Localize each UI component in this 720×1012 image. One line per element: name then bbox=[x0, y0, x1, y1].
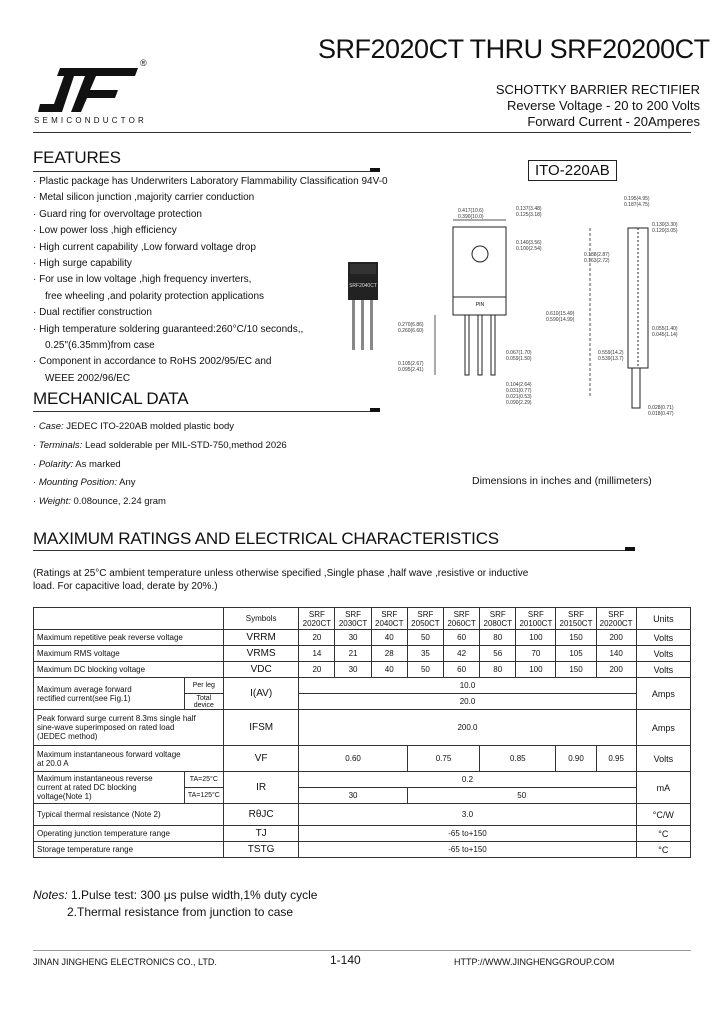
part-header: SRF 20100CT bbox=[516, 608, 556, 630]
dim-aa: 0.055(1.40) bbox=[652, 326, 678, 332]
feature-item: · Plastic package has Underwriters Laboratory Flammability Classification 94V-0 bbox=[33, 176, 388, 187]
dim-j: 0.120(3.05) bbox=[652, 228, 678, 234]
part-header: SRF 2040CT bbox=[371, 608, 407, 630]
features-divider bbox=[33, 171, 378, 172]
dim-z: 0.539(13.7) bbox=[598, 356, 624, 362]
product-type: SCHOTTKY BARRIER RECTIFIER bbox=[495, 82, 700, 97]
mechanical-list bbox=[33, 418, 287, 512]
header-divider bbox=[33, 132, 691, 133]
dim-x: 0.590(14.99) bbox=[546, 317, 575, 323]
mechanical-heading: MECHANICAL DATA bbox=[33, 389, 189, 408]
table-row-iav-total: Total device 20.0 bbox=[34, 694, 691, 710]
dim-s: 0.067(1.70) bbox=[506, 350, 532, 356]
dim-n: 0.260(6.60) bbox=[398, 328, 424, 334]
page-number: 1-140 bbox=[330, 953, 361, 967]
table-row-ir: Maximum instantaneous reverse current at rated DC blocking voltage(Note 1) TA=25°C IR 0.2 mA bbox=[34, 772, 691, 788]
feature-item: · High current capability ,Low forward voltage drop bbox=[33, 241, 256, 253]
package-name: ITO-220AB bbox=[528, 160, 617, 181]
ratings-table bbox=[33, 607, 691, 858]
company-logo bbox=[38, 68, 138, 112]
note-2: 2.Thermal resistance from junction to case bbox=[67, 905, 294, 919]
dim-a: 0.417(10.6) bbox=[458, 208, 484, 214]
table-row-tj: Operating junction temperature range TJ -65 to+150 °C bbox=[34, 826, 691, 842]
part-header: SRF 2080CT bbox=[480, 608, 516, 630]
feature-item: WEEE 2002/96/EC bbox=[45, 372, 131, 384]
mech-mounting: · Mounting Position: Any bbox=[33, 477, 136, 489]
notes bbox=[33, 887, 317, 921]
dim-d: 0.125(3.18) bbox=[516, 212, 542, 218]
dim-e: 0.140(3.56) bbox=[516, 240, 542, 246]
dim-ad: 0.018(0.47) bbox=[648, 411, 674, 417]
footer-url[interactable]: HTTP://WWW.JINGHENGGROUP.COM bbox=[454, 957, 615, 967]
dim-h: 0.187(4.75) bbox=[624, 202, 650, 208]
table-row-tstg: Storage temperature range TSTG -65 to+150 °C bbox=[34, 842, 691, 858]
dim-i: 0.130(3.30) bbox=[652, 222, 678, 228]
dim-ac: 0.028(0.71) bbox=[648, 405, 674, 411]
part-header: SRF 2030CT bbox=[335, 608, 371, 630]
dim-o: 0.105(2.67) bbox=[398, 361, 424, 367]
table-row-ifsm: Peak forward surge current 8.3ms single half sine-wave superimposed on rated load (JEDEC method) IFSM 200.0 Amps bbox=[34, 710, 691, 746]
dim-m: 0.270(6.86) bbox=[398, 322, 424, 328]
features-marker bbox=[370, 168, 380, 172]
ratings-marker bbox=[625, 547, 635, 551]
reverse-voltage-spec: Reverse Voltage - 20 to 200 Volts bbox=[507, 98, 700, 113]
dim-v: 0.090(2.29) bbox=[506, 400, 532, 406]
chip-label: SRF2040CT bbox=[349, 283, 377, 289]
mech-case: · Case: JEDEC ITO-220AB molded plastic body bbox=[33, 421, 235, 432]
mech-weight: · Weight: 0.08ounce, 2.24 gram bbox=[33, 496, 166, 508]
table-header-row bbox=[34, 608, 691, 630]
table-row-vrrm: Maximum repetitive peak reverse voltage VRRM 20 30 40 50 60 80 100 150 200 Volts bbox=[34, 630, 691, 646]
part-header: SRF 20200CT bbox=[596, 608, 636, 630]
part-header: SRF 20150CT bbox=[556, 608, 596, 630]
package-outline-drawing bbox=[340, 190, 700, 430]
company-tagline: SEMICONDUCTOR bbox=[34, 116, 148, 125]
table-row-iav: Maximum average forward rectified current(see Fig.1) Per leg I(AV) 10.0 Amps bbox=[34, 678, 691, 694]
table-row-rth: Typical thermal resistance (Note 2) RθJC 3.0 °C/W bbox=[34, 804, 691, 826]
dimension-note: Dimensions in inches and (millimeters) bbox=[472, 475, 652, 487]
dim-r: 0.021(0.53) bbox=[506, 394, 532, 400]
dim-k: 0.188(2.87) bbox=[584, 252, 610, 258]
units-header: Units bbox=[636, 608, 690, 630]
feature-item: · Component in accordance to RoHS 2002/95/EC and bbox=[33, 356, 272, 368]
table-row-vdc: Maximum DC blocking voltage VDC 20 30 40 50 60 80 100 150 200 Volts bbox=[34, 662, 691, 678]
feature-item: · High temperature soldering guaranteed:260°C/10 seconds,, bbox=[33, 323, 304, 335]
component-photo bbox=[348, 262, 378, 350]
document-title: SRF2020CT THRU SRF20200CT bbox=[318, 34, 710, 64]
dim-y: 0.559(14.2) bbox=[598, 350, 624, 356]
dim-c: 0.137(3.48) bbox=[516, 206, 542, 212]
features-list bbox=[33, 174, 388, 387]
dim-f: 0.100(2.54) bbox=[516, 246, 542, 252]
part-header: SRF 2020CT bbox=[299, 608, 335, 630]
feature-item: · Low power loss ,high efficiency bbox=[33, 225, 177, 237]
mechanical-divider bbox=[33, 411, 378, 412]
notes-label: Notes: bbox=[33, 888, 68, 902]
forward-current-spec: Forward Current - 20Amperes bbox=[527, 114, 700, 129]
mech-terminals: · Terminals: Lead solderable per MIL-STD-750,method 2026 bbox=[33, 439, 287, 451]
ratings-heading: MAXIMUM RATINGS AND ELECTRICAL CHARACTERISTICS bbox=[33, 529, 499, 548]
table-row-vf: Maximum instantaneous forward voltage at 20.0 A VF 0.60 0.75 0.85 0.90 0.95 Volts bbox=[34, 746, 691, 772]
feature-item: · Metal silicon junction ,majority carrier conduction bbox=[33, 192, 255, 204]
feature-item: free wheeling ,and polarity protection applications bbox=[45, 290, 265, 302]
note-1: 1.Pulse test: 300 μs pulse width,1% duty cycle bbox=[71, 888, 318, 902]
dim-p: 0.095(2.41) bbox=[398, 367, 424, 373]
dim-l: 0.163(2.72) bbox=[584, 258, 610, 264]
table-row-ir-125: TA=125°C 30 50 bbox=[34, 788, 691, 804]
footer-company: JINAN JINGHENG ELECTRONICS CO., LTD. bbox=[33, 957, 217, 967]
feature-item: · High surge capability bbox=[33, 258, 132, 270]
ratings-divider bbox=[33, 550, 633, 551]
dim-ab: 0.045(1.14) bbox=[652, 332, 678, 338]
ratings-note: (Ratings at 25°C ambient temperature unless otherwise specified ,Single phase ,half wave ,resistive or inductive load. For capacitive load, derate by 20%.) bbox=[33, 568, 529, 592]
pin-mark: PIN bbox=[475, 302, 485, 308]
feature-item: · For use in low voltage ,high frequency inverters, bbox=[33, 274, 252, 286]
registered-mark: ® bbox=[140, 58, 147, 68]
symbols-header: Symbols bbox=[223, 608, 298, 630]
feature-item: 0.25"(6.35mm)from case bbox=[45, 340, 155, 352]
features-heading: FEATURES bbox=[33, 148, 121, 167]
footer-divider bbox=[33, 950, 691, 951]
dim-u: 0.104(2.64) bbox=[506, 382, 532, 388]
table-row-vrms: Maximum RMS voltage VRMS 14 21 28 35 42 56 70 105 140 Volts bbox=[34, 646, 691, 662]
dim-b: 0.390(10.0) bbox=[458, 214, 484, 220]
dim-w: 0.610(15.49) bbox=[546, 311, 575, 317]
feature-item: · Dual rectifier construction bbox=[33, 307, 152, 319]
part-header: SRF 2050CT bbox=[407, 608, 443, 630]
feature-item: · Guard ring for overvoltage protection bbox=[33, 208, 202, 220]
dim-g: 0.195(4.95) bbox=[624, 196, 650, 202]
dim-t: 0.059(1.50) bbox=[506, 356, 532, 362]
dim-q: 0.031(0.77) bbox=[506, 388, 532, 394]
part-header: SRF 2060CT bbox=[444, 608, 480, 630]
mech-polarity: · Polarity: As marked bbox=[33, 458, 121, 470]
